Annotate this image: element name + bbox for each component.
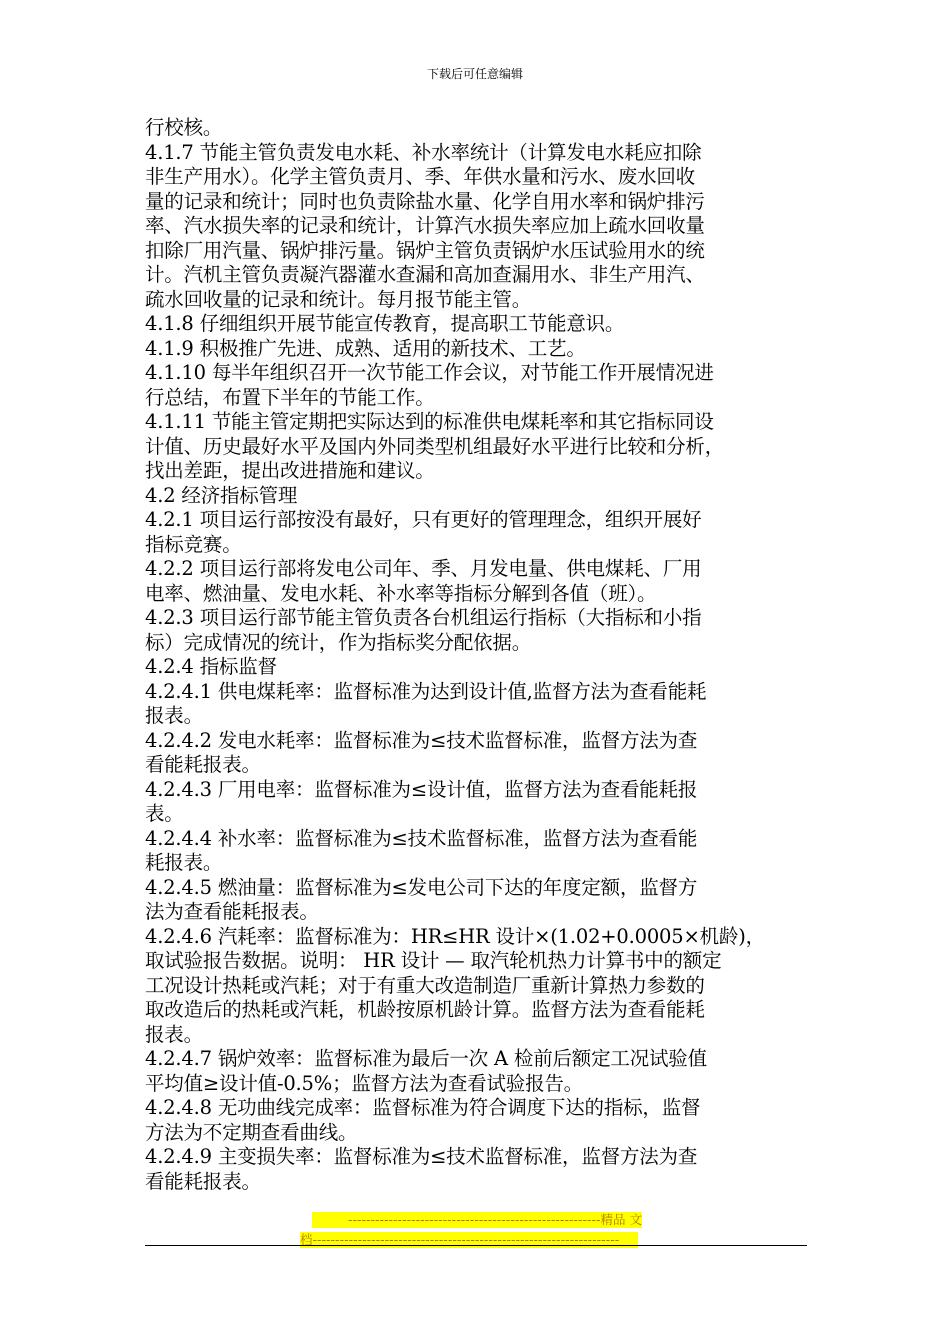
section-heading: 4.2 经济指标管理 xyxy=(145,483,298,507)
text-line: 4.2.4.7 锅炉效率：监督标准为最后一次 A 检前后额定工况试验值 xyxy=(145,1047,707,1070)
text-line: 看能耗报表。 xyxy=(145,1169,261,1193)
text-line: 率、汽水损失率的记录和统计，计算汽水损失率应加上疏水回收量 xyxy=(145,214,705,237)
text-line: 看能耗报表。 xyxy=(145,753,261,776)
text-line: 4.2.3 项目运行部节能主管负责各台机组运行指标（大指标和小指 xyxy=(145,606,702,629)
text-line: 工况设计热耗或汽耗；对于有重大改造制造厂重新计算热力参数的 xyxy=(145,973,705,997)
page-header: 下载后可任意编辑 xyxy=(426,67,523,81)
text-line: 4.2.4.8 无功曲线完成率：监督标准为符合调度下达的指标，监督 xyxy=(145,1096,701,1119)
text-line: 行总结，布置下半年的节能工作。 xyxy=(145,385,435,409)
text-line: 疏水回收量的记录和统计。每月报节能主管。 xyxy=(145,287,532,311)
text-line: 耗报表。 xyxy=(145,851,223,874)
text-line: 计。汽机主管负责凝汽器灌水查漏和高加查漏用水、非生产用汽、 xyxy=(145,263,705,286)
document-body xyxy=(145,116,810,1194)
text-line: 量的记录和统计；同时也负责除盐水量、化学自用水率和锅炉排污 xyxy=(145,189,705,213)
text-line: 4.1.11 节能主管定期把实际达到的标准供电煤耗率和其它指标同设 xyxy=(145,410,714,433)
text-line: 4.2.4.5 燃油量：监督标准为≤发电公司下达的年度定额，监督方 xyxy=(145,875,698,899)
text-line: 4.1.7 节能主管负责发电水耗、补水率统计（计算发电水耗应扣除 xyxy=(145,140,702,164)
text-line: 平均值≥设计值-0.5%；监督方法为查看试验报告。 xyxy=(145,1071,583,1095)
text-line: 报表。 xyxy=(145,1022,203,1046)
text-line: 取改造后的热耗或汽耗，机龄按原机龄计算。监督方法为查看能耗 xyxy=(145,998,705,1021)
text-line: 4.2.4.2 发电水耗率：监督标准为≤技术监督标准，监督方法为查 xyxy=(145,728,698,752)
text-line: 4.2.1 项目运行部按没有最好，只有更好的管理理念，组织开展好 xyxy=(145,508,702,531)
text-line: 4.2.2 项目运行部将发电公司年、季、月发电量、供电煤耗、厂用 xyxy=(145,557,702,580)
footer-watermark xyxy=(300,1212,650,1252)
text-line: 找出差距，提出改进措施和建议。 xyxy=(145,459,435,482)
footer-line-2: 档-------------------------------------------------------------------- xyxy=(300,1232,638,1248)
text-line: 表。 xyxy=(145,802,184,825)
text-line: 4.1.9 积极推广先进、成熟、适用的新技术、工艺。 xyxy=(145,336,586,360)
text-line: 报表。 xyxy=(145,704,203,727)
text-line: 4.2.4.3 厂用电率：监督标准为≤设计值，监督方法为查看能耗报 xyxy=(145,777,698,801)
text-line: 行校核。 xyxy=(145,116,223,139)
text-line: 4.2.4.1 供电煤耗率：监督标准为达到设计值,监督方法为查看能耗 xyxy=(145,679,707,703)
text-line: 电率、燃油量、发电水耗、补水率等指标分解到各值（班）。 xyxy=(145,581,657,605)
footer-line-1: --------------------------------------------------------精品 文 xyxy=(312,1212,642,1228)
text-line: 法为查看能耗报表。 xyxy=(145,900,319,923)
text-line: 标）完成情况的统计，作为指标奖分配依据。 xyxy=(145,630,532,654)
footer-divider xyxy=(145,1245,807,1246)
text-line: 4.2.4.9 主变损失率：监督标准为≤技术监督标准，监督方法为查 xyxy=(145,1145,698,1168)
text-line: 4.2.4.6 汽耗率：监督标准为：HR≤HR 设计×(1.02+0.0005×机龄)， xyxy=(145,924,765,948)
text-line: 4.2.4.4 补水率：监督标准为≤技术监督标准，监督方法为查看能 xyxy=(145,826,698,850)
text-line: 指标竞赛。 xyxy=(145,532,242,556)
text-line: 扣除厂用汽量、锅炉排污量。锅炉主管负责锅炉水压试验用水的统 xyxy=(145,238,705,262)
text-line: 4.1.8 仔细组织开展节能宣传教育，提高职工节能意识。 xyxy=(145,312,625,335)
text-line: 计值、历史最好水平及国内外同类型机组最好水平进行比较和分析， xyxy=(145,434,725,458)
text-line: 非生产用水）。化学主管负责月、季、年供水量和污水、废水回收 xyxy=(145,165,695,188)
text-line: 4.1.10 每半年组织召开一次节能工作会议，对节能工作开展情况进 xyxy=(145,361,714,384)
text-line: 取试验报告数据。说明： HR 设计 — 取汽轮机热力计算书中的额定 xyxy=(145,949,722,972)
text-line: 方法为不定期查看曲线。 xyxy=(145,1120,358,1144)
section-heading: 4.2.4 指标监督 xyxy=(145,655,277,678)
